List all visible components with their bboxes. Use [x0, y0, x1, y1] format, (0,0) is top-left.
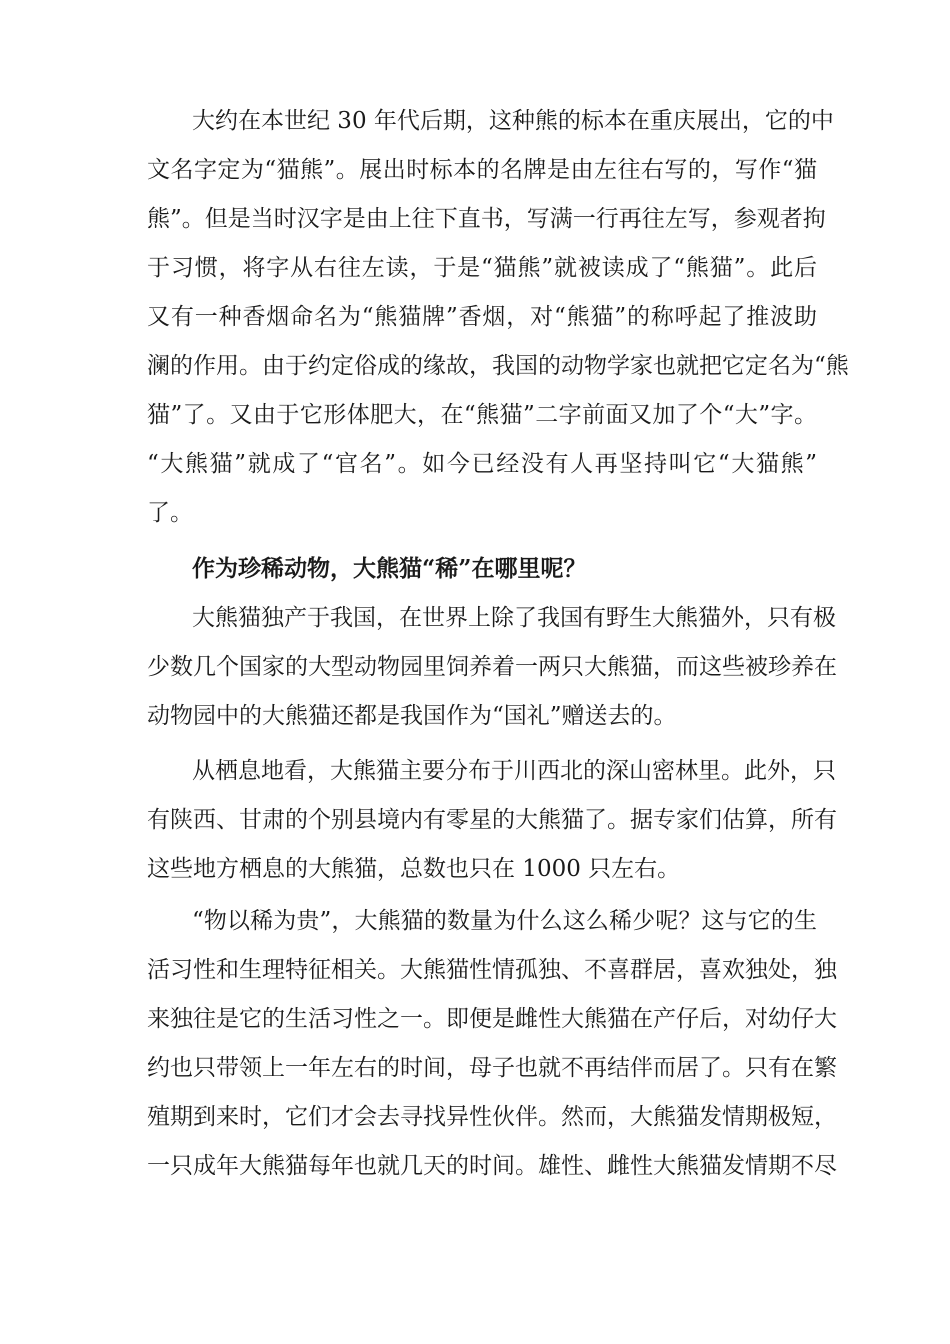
paragraph-2-line-2: 少数几个国家的大型动物园里饲养着一两只大熊猫，而这些被珍养在: [147, 654, 837, 680]
paragraph-3-line-1: 从栖息地看，大熊猫主要分布于川西北的深山密林里。此外，只: [192, 758, 836, 784]
paragraph-3-line-3: 这些地方栖息的大熊猫，总数也只在 1000 只左右。: [147, 856, 681, 882]
paragraph-1-line-9: 了。: [147, 500, 193, 526]
paragraph-1-line-6: 澜的作用。由于约定俗成的缘故，我国的动物学家也就把它定名为“熊: [147, 353, 849, 379]
paragraph-4-line-2: 活习性和生理特征相关。大熊猫性情孤独、不喜群居，喜欢独处，独: [147, 957, 837, 983]
paragraph-1-line-4: 于习惯，将字从右往左读，于是“猫熊”就被读成了“熊猫”。此后: [147, 255, 817, 281]
paragraph-4-line-6: 一只成年大熊猫每年也就几天的时间。雄性、雌性大熊猫发情期不尽: [147, 1153, 837, 1179]
paragraph-4-line-3: 来独往是它的生活习性之一。即便是雌性大熊猫在产仔后，对幼仔大: [147, 1006, 837, 1032]
paragraph-1-line-7: 猫”了。又由于它形体肥大，在“熊猫”二字前面又加了个“大”字。: [147, 402, 817, 428]
paragraph-4-line-1: “物以稀为贵”，大熊猫的数量为什么这么稀少呢？这与它的生: [192, 908, 817, 934]
paragraph-4-line-5: 殖期到来时，它们才会去寻找异性伙伴。然而，大熊猫发情期极短，: [147, 1104, 837, 1130]
paragraph-4-line-4: 约也只带领上一年左右的时间，母子也就不再结伴而居了。只有在繁: [147, 1055, 837, 1081]
paragraph-1-line-3: 熊”。但是当时汉字是由上往下直书，写满一行再往左写，参观者拘: [147, 206, 826, 232]
paragraph-1-line-2: 文名字定为“猫熊”。展出时标本的名牌是由左往右写的，写作“猫: [147, 157, 817, 183]
paragraph-2-line-1: 大熊猫独产于我国，在世界上除了我国有野生大熊猫外，只有极: [192, 605, 836, 631]
paragraph-1-line-8: “大熊猫”就成了“官名”。如今已经没有人再坚持叫它“大猫熊”: [147, 451, 817, 477]
paragraph-1-line-5: 又有一种香烟命名为“熊猫牌”香烟，对“熊猫”的称呼起了推波助: [147, 304, 817, 330]
paragraph-1-line-1: 大约在本世纪 30 年代后期，这种熊的标本在重庆展出，它的中: [192, 108, 834, 134]
section-heading: 作为珍稀动物，大熊猫“稀”在哪里呢？: [192, 555, 587, 582]
paragraph-3-line-2: 有陕西、甘肃的个别县境内有零星的大熊猫了。据专家们估算，所有: [147, 807, 837, 833]
paragraph-2-line-3: 动物园中的大熊猫还都是我国作为“国礼”赠送去的。: [147, 703, 677, 729]
